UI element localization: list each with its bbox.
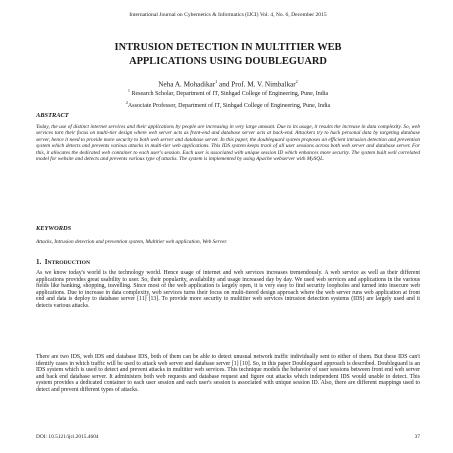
intro-paragraph-2: There are two IDS, web IDS and database IDS, both of them can be able to detect unusual network traffic individually sent to either of them. But these IDS can't identify cases in which traffic will be used to attack web server and database server [1] [10]. So, in this paper Doubleguard approach is described. Doubleguard is an IDS system which is used to detect and prevent attacks in multitier web services. This technique models the behavior of user sessions between front end web server and back end database server. It administers both web requests and database request and figure out attacks which independent IDS would unable to detect. This system provides a dedicated container to each user session and each user's session is associated with unique session ID. Also, there are different mappings used to detect and prevent different types of attacks.: [36, 354, 420, 393]
author-1-sup: 1: [215, 79, 218, 84]
keywords-text: Attacks, Intrusion detection and prevention system, Multitier web application, Web Server.: [36, 239, 228, 245]
title-line-1: INTRUSION DETECTION IN MULTITIER WEB: [114, 42, 342, 53]
footer-page-number: 37: [414, 434, 420, 440]
affiliation-2-sup: 2: [125, 99, 128, 105]
introduction-heading: [36, 258, 420, 268]
footer-doi: DOI: 10.5121/ijci.2015.4604: [36, 434, 99, 440]
abstract-heading: ABSTRACT: [36, 112, 69, 119]
section-title-rest: NTRODUCTION: [47, 260, 91, 266]
affiliation-1-sup: 1: [127, 88, 130, 93]
affiliation-2: [36, 99, 420, 111]
affiliations: [36, 87, 420, 110]
intro-paragraph-1: As we know today's world is the technology world. Hence usage of internet and web services increases tremendously. A web service as well as their different applications provides great usability to user. So, their popularity, availability and usage increased day by day. We used web services and applications in the various fields like banking, shopping, travelling. Since most of the web application is largely open, it is very easy to find security loopholes and turned into insecure web applications. Due to increase in data complexity, web services turns their focus on multi-tiered design approach where the web server runs web application at front end and data is deploy to database server [11] [13]. To provide more security to multitier web services intrusion detection systems (IDS) are largely used and it detects various attacks.: [36, 270, 420, 309]
author-1: Neha A. Mohadikar: [158, 80, 216, 89]
abstract-text: Today, the use of distinct internet services and their applications by people are increasing in very large amount. Due to its usage, it results the increase in data complexity. So, web services turn their focus on multi-tier design where web server acts as front-end and database server acts at back-end. Attackers try to hack personal data by targeting database server, hence it need to provide more security to both web server and database server. In this paper, the doubleguard system proposes an efficient intrusion detection and prevention system which detects and prevents various attacks in multi-tier web applications. This IDS system keeps track of all user sessions across both web server and database server. For this, it allocates the dedicated web container to each user's session. Each user is associated with unique session ID which enhances more security. The system built well correlated model for website and detects and prevents various type of attacks. The system is implemented by using Apache webserver with MySQL.: [36, 124, 420, 163]
section-title-initial: I: [44, 258, 48, 266]
affiliation-2-text: Associate Professor, Department of IT, Sinhgad College of Engineering, Pune, India: [127, 102, 331, 109]
journal-header: International Journal on Cybernetics & Informatics (IJCI) Vol. 4, No. 6, December 2015: [129, 12, 327, 18]
affiliation-1: [36, 87, 420, 99]
affiliation-1-text: Research Scholar, Department of IT, Sinhgad College of Engineering, Pune, India: [130, 91, 329, 97]
section-number: 1.: [36, 258, 42, 266]
title-line-2: APPLICATIONS USING DOUBLEGUARD: [129, 56, 327, 67]
keywords-heading: KEYWORDS: [36, 225, 72, 232]
paper-title: [36, 41, 420, 69]
author-2: Prof. M. V. Nimbalkar: [231, 80, 296, 89]
author-conjunction: and: [217, 80, 232, 89]
author-2-sup: 2: [295, 79, 298, 84]
